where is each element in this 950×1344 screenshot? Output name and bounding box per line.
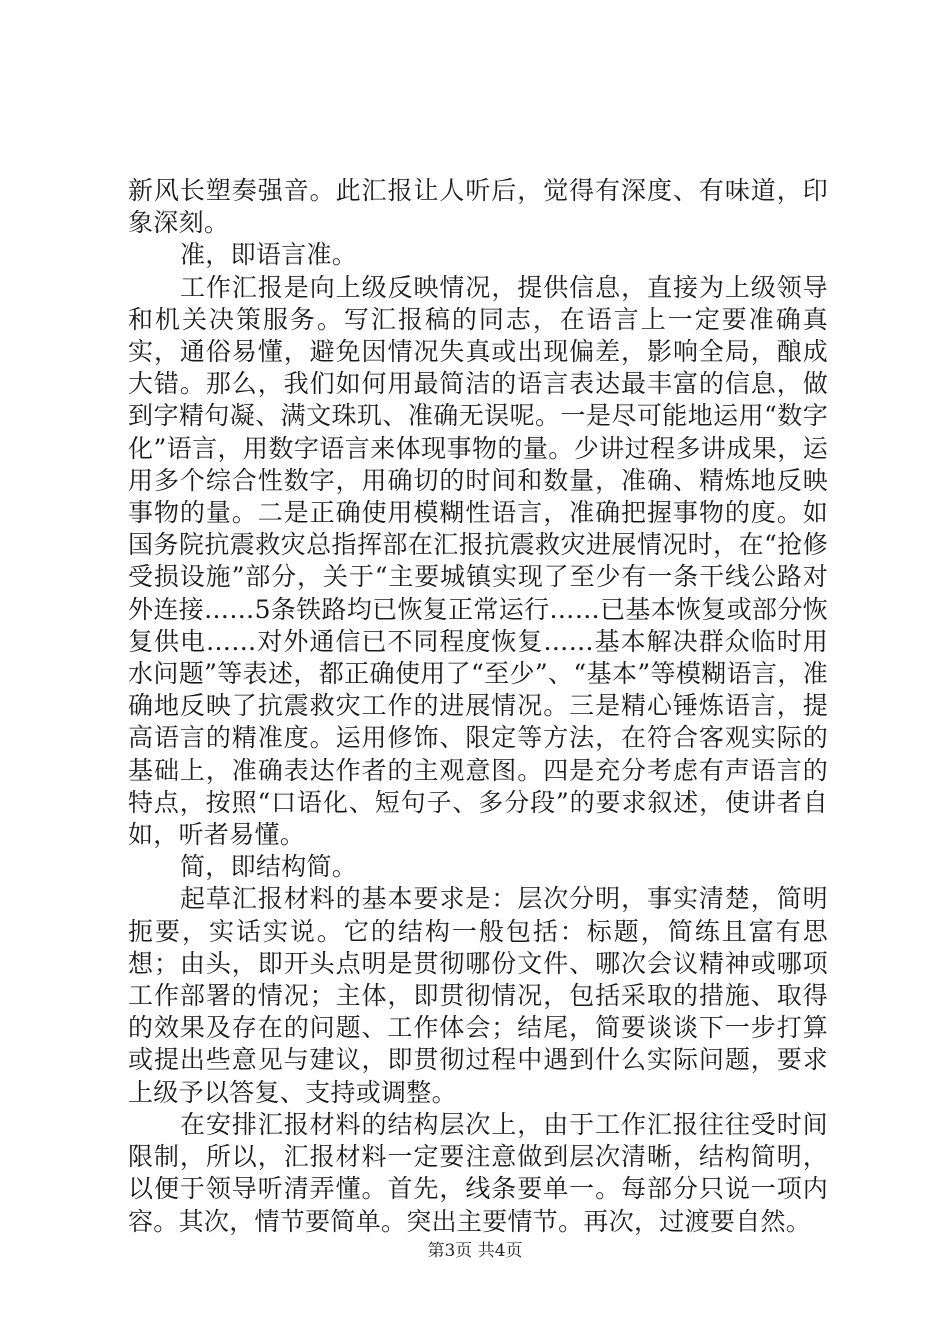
paragraph-1: 新风长塑奏强音。此汇报让人听后，觉得有深度、有味道，印象深刻。 [128,176,828,238]
paragraph-3: 工作汇报是向上级反映情况，提供信息，直接为上级领导和机关决策服务。写汇报稿的同志，在语言上一定要准确真实，通俗易懂，避免因情况失真或出现偏差，影响全局，酿成大错。那么，我们如何用最简洁的语言表达最丰富的信息，做到字精句凝、满文珠玑、准确无误呢。一是尽可能地运用“数字化”语言，用数字语言来体现事物的量。少讲过程多讲成果，运用多个综合性数字，用确切的时间和数量，准确、精炼地反映事物的量。二是正确使用模糊性语言，准确把握事物的度。如国务院抗震救灾总指挥部在汇报抗震救灾进展情况时，在“抢修受损设施”部分，关于“主要城镇实现了至少有一条干线公路对外连接……5条铁路均已恢复正常运行……已基本恢复或部分恢复供电……对外通信已不同程度恢复……基本解决群众临时用水问题”等表述，都正确使用了“至少”、“基本”等模糊语言，准确地反映了抗震救灾工作的进展情况。三是精心锤炼语言，提高语言的精准度。运用修饰、限定等方法，在符合客观实际的基础上，准确表达作者的主观意图。四是充分考虑有声语言的特点，按照“口语化、短句子、多分段”的要求叙述，使讲者自如，听者易懂。 [128,272,828,850]
page-footer [0,1240,950,1262]
page-number-label: 第3页 共4页 [427,1241,523,1261]
paragraph-2-heading-accuracy: 准，即语言准。 [180,240,358,270]
document-body [128,175,828,1238]
paragraph-5: 起草汇报材料的基本要求是：层次分明，事实清楚，简明扼要，实话实说。它的结构一般包括：标题，简练且富有思想；由头，即开头点明是贯彻哪份文件、哪次会议精神或哪项工作部署的情况；主体，即贯彻情况，包括采取的措施、取得的效果及存在的问题、工作体会；结尾，简要谈谈下一步打算或提出些意见与建议，即贯彻过程中遇到什么实际问题，要求上级予以答复、支持或调整。 [128,884,828,1107]
paragraph-6: 在安排汇报材料的结构层次上，由于工作汇报往往受时间限制，所以，汇报材料一定要注意做到层次清晰，结构简明，以便于领导听清弄懂。首先，线条要单一。每部分只说一项内容。其次，情节要简单。突出主要情节。再次，过渡要自然。 [128,1109,828,1236]
paragraph-4-heading-structure: 简，即结构简。 [180,852,358,882]
